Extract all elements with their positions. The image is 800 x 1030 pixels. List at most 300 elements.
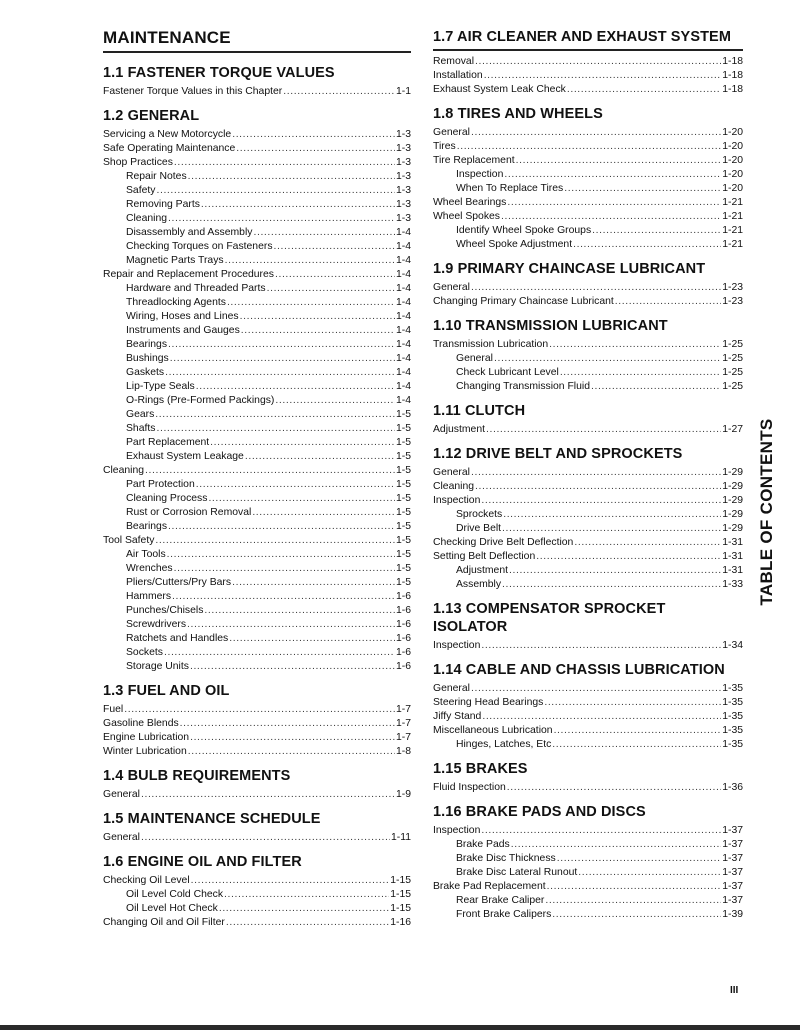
dot-leader <box>481 639 721 653</box>
entry-page-number: 1-29 <box>722 495 743 506</box>
entry-page-number: 1-5 <box>395 549 411 560</box>
dot-leader <box>481 824 721 838</box>
entry-label: Ratchets and Handles <box>126 633 229 644</box>
toc-entry[interactable] <box>103 464 411 478</box>
entry-page-number: 1-5 <box>395 507 411 518</box>
toc-section <box>433 105 743 252</box>
toc-entry[interactable] <box>103 282 411 296</box>
toc-section <box>433 760 743 795</box>
toc-entry[interactable] <box>433 536 743 550</box>
entry-label: Part Replacement <box>126 437 210 448</box>
toc-entry[interactable] <box>103 156 411 170</box>
section-title: 1.3 FUEL AND OIL <box>103 683 230 699</box>
dot-leader <box>275 394 395 408</box>
toc-section <box>103 767 411 802</box>
dot-leader <box>536 550 721 564</box>
dot-leader <box>615 295 721 309</box>
dot-leader <box>196 478 395 492</box>
entry-page-number: 1-18 <box>722 84 743 95</box>
toc-entry[interactable] <box>433 126 743 140</box>
entry-label: Repair and Replacement Procedures <box>103 269 274 280</box>
entry-label: Inspection <box>433 640 481 651</box>
dot-leader <box>155 408 395 422</box>
side-tab <box>752 412 782 612</box>
dot-leader <box>567 83 721 97</box>
entry-label: Engine Lubrication <box>103 732 190 743</box>
dot-leader <box>552 738 721 752</box>
dot-leader <box>503 508 721 522</box>
toc-entry[interactable] <box>103 534 411 548</box>
toc-entry[interactable] <box>103 380 411 394</box>
toc-entry[interactable] <box>433 338 743 352</box>
entry-page-number: 1-5 <box>395 479 411 490</box>
toc-entry[interactable] <box>103 268 411 282</box>
dot-leader <box>475 480 721 494</box>
section-title: 1.7 AIR CLEANER AND EXHAUST SYSTEM <box>433 28 743 51</box>
entry-label: Check Lubricant Level <box>456 367 559 378</box>
entry-page-number: 1-34 <box>722 640 743 651</box>
toc-entry[interactable] <box>103 717 411 731</box>
dot-leader <box>190 660 395 674</box>
entry-page-number: 1-37 <box>722 853 743 864</box>
dot-leader <box>564 182 721 196</box>
toc-entry[interactable] <box>103 254 411 268</box>
entry-label: Lip-Type Seals <box>126 381 195 392</box>
dot-leader <box>574 536 721 550</box>
toc-entry[interactable] <box>433 639 743 653</box>
entry-page-number: 1-6 <box>395 619 411 630</box>
toc-entry[interactable] <box>103 831 411 845</box>
entry-page-number: 1-8 <box>395 746 411 757</box>
entry-page-number: 1-35 <box>722 739 743 750</box>
entry-label: Inspection <box>433 495 481 506</box>
dot-leader <box>457 140 721 154</box>
toc-entry[interactable] <box>103 324 411 338</box>
dot-leader <box>167 548 395 562</box>
entry-label: General <box>456 353 493 364</box>
toc-entry[interactable] <box>103 394 411 408</box>
entry-page-number: 1-3 <box>395 185 411 196</box>
toc-entry[interactable] <box>433 83 743 97</box>
dot-leader <box>494 352 721 366</box>
toc-entry[interactable] <box>433 210 743 224</box>
toc-entry[interactable] <box>433 466 743 480</box>
toc-entry[interactable] <box>433 366 743 380</box>
entry-page-number: 1-35 <box>722 725 743 736</box>
entry-label: Front Brake Calipers <box>456 909 552 920</box>
dot-leader <box>507 781 721 795</box>
section-title: 1.1 FASTENER TORQUE VALUES <box>103 65 335 81</box>
entry-page-number: 1-29 <box>722 467 743 478</box>
dot-leader <box>275 268 395 282</box>
entry-page-number: 1-4 <box>395 297 411 308</box>
entry-page-number: 1-5 <box>395 535 411 546</box>
dot-leader <box>204 604 395 618</box>
entry-label: Changing Transmission Fluid <box>456 381 590 392</box>
toc-section <box>433 260 743 309</box>
toc-entry[interactable] <box>433 696 743 710</box>
dot-leader <box>552 908 721 922</box>
toc-entry[interactable] <box>103 520 411 534</box>
toc-entry[interactable] <box>103 703 411 717</box>
section-title: 1.2 GENERAL <box>103 108 200 124</box>
entry-page-number: 1-6 <box>395 633 411 644</box>
dot-leader <box>210 436 395 450</box>
toc-entry[interactable] <box>103 310 411 324</box>
toc-entry[interactable] <box>433 781 743 795</box>
entry-page-number: 1-15 <box>390 903 411 914</box>
toc-entry[interactable] <box>103 226 411 240</box>
toc-entry[interactable] <box>103 212 411 226</box>
bottom-bar <box>0 1025 800 1030</box>
entry-page-number: 1-23 <box>722 296 743 307</box>
dot-leader <box>547 880 722 894</box>
entry-label: Storage Units <box>126 661 189 672</box>
dot-leader <box>232 128 395 142</box>
toc-entry[interactable] <box>103 745 411 759</box>
entry-label: Identify Wheel Spoke Groups <box>456 225 592 236</box>
entry-page-number: 1-5 <box>395 451 411 462</box>
toc-entry[interactable] <box>103 198 411 212</box>
entry-label: Changing Oil and Oil Filter <box>103 917 225 928</box>
toc-entry[interactable] <box>103 492 411 506</box>
entry-label: Air Tools <box>126 549 166 560</box>
toc-entry[interactable] <box>103 731 411 745</box>
toc-entry[interactable] <box>433 196 743 210</box>
entry-label: Safety <box>126 185 156 196</box>
entry-label: Repair Notes <box>126 171 187 182</box>
entry-label: Cleaning <box>126 213 168 224</box>
entry-page-number: 1-15 <box>390 875 411 886</box>
entry-label: Magnetic Parts Trays <box>126 255 224 266</box>
entry-page-number: 1-31 <box>722 565 743 576</box>
dot-leader <box>156 184 395 198</box>
entry-page-number: 1-4 <box>395 325 411 336</box>
entry-page-number: 1-4 <box>395 311 411 322</box>
toc-entry[interactable] <box>103 660 411 674</box>
toc-entry[interactable] <box>433 908 743 922</box>
toc-entry[interactable] <box>103 562 411 576</box>
entry-label: Hinges, Latches, Etc <box>456 739 552 750</box>
dot-leader <box>283 85 395 99</box>
entry-label: Instruments and Gauges <box>126 325 240 336</box>
toc-entry[interactable] <box>103 352 411 366</box>
dot-leader <box>481 494 721 508</box>
entry-label: Inspection <box>456 169 504 180</box>
entry-label: Adjustment <box>456 565 508 576</box>
dot-leader <box>201 198 395 212</box>
toc-entry[interactable] <box>433 182 743 196</box>
toc-entry[interactable] <box>103 604 411 618</box>
entry-page-number: 1-31 <box>722 537 743 548</box>
entry-label: Removing Parts <box>126 199 200 210</box>
entry-label: Bearings <box>126 521 168 532</box>
dot-leader <box>549 338 721 352</box>
section-title: 1.11 CLUTCH <box>433 403 526 419</box>
toc-entry[interactable] <box>433 564 743 578</box>
entry-page-number: 1-20 <box>722 169 743 180</box>
toc-entry[interactable] <box>103 576 411 590</box>
toc-entry[interactable] <box>103 632 411 646</box>
dot-leader <box>592 224 721 238</box>
dot-leader <box>471 466 721 480</box>
entry-label: Wiring, Hoses and Lines <box>126 311 239 322</box>
entry-page-number: 1-5 <box>395 437 411 448</box>
toc-section <box>103 853 411 930</box>
section-title: 1.5 MAINTENANCE SCHEDULE <box>103 811 321 827</box>
section-title: 1.10 TRANSMISSION LUBRICANT <box>433 318 668 334</box>
toc-entry[interactable] <box>433 238 743 252</box>
entry-label: Exhaust System Leak Check <box>433 84 566 95</box>
entry-page-number: 1-5 <box>395 577 411 588</box>
dot-leader <box>208 492 395 506</box>
toc-entry[interactable] <box>433 281 743 295</box>
toc-section <box>433 402 743 437</box>
entry-page-number: 1-37 <box>722 839 743 850</box>
entry-label: Miscellaneous Lubrication <box>433 725 553 736</box>
toc-entry[interactable] <box>103 450 411 464</box>
toc-entry[interactable] <box>103 618 411 632</box>
entry-label: When To Replace Tires <box>456 183 564 194</box>
entry-label: Cleaning Process <box>126 493 208 504</box>
entry-label: Sprockets <box>456 509 503 520</box>
entry-label: Fluid Inspection <box>433 782 506 793</box>
entry-page-number: 1-21 <box>722 225 743 236</box>
toc-entry[interactable] <box>433 480 743 494</box>
toc-entry[interactable] <box>433 380 743 394</box>
toc-entry[interactable] <box>103 338 411 352</box>
entry-page-number: 1-3 <box>395 171 411 182</box>
toc-entry[interactable] <box>433 550 743 564</box>
right-sections <box>433 28 743 922</box>
dot-leader <box>164 646 395 660</box>
toc-entry[interactable] <box>103 478 411 492</box>
entry-label: Oil Level Cold Check <box>126 889 224 900</box>
entry-page-number: 1-5 <box>395 521 411 532</box>
entry-label: Winter Lubrication <box>103 746 187 757</box>
entry-page-number: 1-21 <box>722 239 743 250</box>
toc-entry[interactable] <box>433 852 743 866</box>
entry-label: Checking Torques on Fasteners <box>126 241 273 252</box>
entry-label: Pliers/Cutters/Pry Bars <box>126 577 232 588</box>
dot-leader <box>502 522 721 536</box>
dot-leader <box>165 366 395 380</box>
entry-label: Gaskets <box>126 367 165 378</box>
entry-label: Fuel <box>103 704 124 715</box>
toc-section <box>433 661 743 752</box>
toc-entry[interactable] <box>433 224 743 238</box>
dot-leader <box>168 338 395 352</box>
entry-page-number: 1-3 <box>395 213 411 224</box>
section-title: 1.12 DRIVE BELT AND SPROCKETS <box>433 446 683 462</box>
entry-page-number: 1-5 <box>395 493 411 504</box>
dot-leader <box>145 464 395 478</box>
entry-label: Hammers <box>126 591 172 602</box>
toc-entry[interactable] <box>103 296 411 310</box>
entry-label: Tires <box>433 141 456 152</box>
entry-page-number: 1-3 <box>395 157 411 168</box>
entry-page-number: 1-7 <box>395 718 411 729</box>
dot-leader <box>252 506 395 520</box>
dot-leader <box>174 562 395 576</box>
toc-entry[interactable] <box>433 838 743 852</box>
toc-entry[interactable] <box>103 408 411 422</box>
entry-page-number: 1-4 <box>395 241 411 252</box>
entry-page-number: 1-29 <box>722 523 743 534</box>
entry-label: Drive Belt <box>456 523 502 534</box>
toc-entry[interactable] <box>433 866 743 880</box>
toc-entry[interactable] <box>103 590 411 604</box>
entry-page-number: 1-23 <box>722 282 743 293</box>
page-number: III <box>730 985 739 996</box>
toc-entry[interactable] <box>103 142 411 156</box>
entry-page-number: 1-37 <box>722 895 743 906</box>
entry-page-number: 1-21 <box>722 211 743 222</box>
entry-label: Checking Oil Level <box>103 875 190 886</box>
toc-entry[interactable] <box>433 168 743 182</box>
entry-label: Exhaust System Leakage <box>126 451 244 462</box>
entry-label: Installation <box>433 70 483 81</box>
entry-label: Screwdrivers <box>126 619 187 630</box>
toc-entry[interactable] <box>103 436 411 450</box>
entry-label: Cleaning <box>433 481 475 492</box>
entry-page-number: 1-37 <box>722 825 743 836</box>
entry-page-number: 1-6 <box>395 605 411 616</box>
dot-leader <box>225 254 395 268</box>
section-title: 1.14 CABLE AND CHASSIS LUBRICATION <box>433 662 725 678</box>
entry-label: Gasoline Blends <box>103 718 179 729</box>
dot-leader <box>124 703 395 717</box>
toc-entry[interactable] <box>433 724 743 738</box>
toc-entry[interactable] <box>433 880 743 894</box>
toc-entry[interactable] <box>433 69 743 83</box>
toc-entry[interactable] <box>433 352 743 366</box>
dot-leader <box>196 380 395 394</box>
toc-entry[interactable] <box>103 366 411 380</box>
section-title: 1.4 BULB REQUIREMENTS <box>103 768 291 784</box>
toc-entry[interactable] <box>433 710 743 724</box>
entry-label: Part Protection <box>126 479 195 490</box>
entry-page-number: 1-7 <box>395 704 411 715</box>
entry-page-number: 1-29 <box>722 509 743 520</box>
entry-label: Brake Pads <box>456 839 510 850</box>
toc-entry[interactable] <box>103 128 411 142</box>
dot-leader <box>507 196 721 210</box>
toc-section <box>433 28 743 97</box>
dot-leader <box>188 170 395 184</box>
dot-leader <box>245 450 395 464</box>
entry-page-number: 1-36 <box>722 782 743 793</box>
dot-leader <box>482 710 721 724</box>
toc-entry[interactable] <box>103 916 411 930</box>
toc-entry[interactable] <box>433 522 743 536</box>
entry-label: Safe Operating Maintenance <box>103 143 236 154</box>
toc-entry[interactable] <box>433 738 743 752</box>
dot-leader <box>502 578 721 592</box>
toc-entry[interactable] <box>433 154 743 168</box>
dot-leader <box>168 212 395 226</box>
dot-leader <box>241 324 395 338</box>
dot-leader <box>187 618 395 632</box>
left-sections <box>103 64 411 930</box>
entry-page-number: 1-11 <box>390 832 411 843</box>
toc-entry[interactable] <box>433 423 743 437</box>
entry-page-number: 1-35 <box>722 683 743 694</box>
toc-entry[interactable] <box>103 548 411 562</box>
entry-label: Shop Practices <box>103 157 173 168</box>
toc-entry[interactable] <box>433 578 743 592</box>
entry-page-number: 1-20 <box>722 127 743 138</box>
toc-entry[interactable] <box>433 494 743 508</box>
entry-label: Oil Level Hot Check <box>126 903 218 914</box>
dot-leader <box>544 696 721 710</box>
dot-leader <box>504 168 721 182</box>
section-title: 1.8 TIRES AND WHEELS <box>433 106 603 122</box>
entry-page-number: 1-4 <box>395 269 411 280</box>
entry-label: Removal <box>433 56 474 67</box>
dot-leader <box>471 682 721 696</box>
toc-entry[interactable] <box>103 184 411 198</box>
toc-entry[interactable] <box>433 295 743 309</box>
toc-entry[interactable] <box>103 422 411 436</box>
entry-label: Changing Primary Chaincase Lubricant <box>433 296 614 307</box>
dot-leader <box>591 380 721 394</box>
toc-entry[interactable] <box>103 902 411 916</box>
toc-entry[interactable] <box>103 874 411 888</box>
toc-entry[interactable] <box>433 824 743 838</box>
toc-section <box>103 107 411 674</box>
toc-entry[interactable] <box>103 506 411 520</box>
toc-entry[interactable] <box>103 646 411 660</box>
toc-entry[interactable] <box>433 682 743 696</box>
entry-label: Inspection <box>433 825 481 836</box>
entry-page-number: 1-35 <box>722 711 743 722</box>
dot-leader <box>180 717 395 731</box>
toc-section <box>433 803 743 922</box>
toc-entry[interactable] <box>433 140 743 154</box>
toc-entry[interactable] <box>103 170 411 184</box>
dot-leader <box>219 902 389 916</box>
entry-label: Disassembly and Assembly <box>126 227 253 238</box>
entry-label: Brake Disc Thickness <box>456 853 556 864</box>
entry-label: O-Rings (Pre-Formed Packings) <box>126 395 275 406</box>
entry-page-number: 1-39 <box>722 909 743 920</box>
dot-leader <box>557 852 721 866</box>
entry-label: General <box>433 683 470 694</box>
entry-page-number: 1-3 <box>395 129 411 140</box>
entry-label: Assembly <box>456 579 502 590</box>
toc-entry[interactable] <box>433 508 743 522</box>
dot-leader <box>240 310 395 324</box>
section-title: 1.6 ENGINE OIL AND FILTER <box>103 854 302 870</box>
toc-entry[interactable] <box>103 788 411 802</box>
entry-page-number: 1-4 <box>395 381 411 392</box>
dot-leader <box>471 281 721 295</box>
toc-entry[interactable] <box>103 240 411 254</box>
entry-label: General <box>433 127 470 138</box>
dot-leader <box>554 724 722 738</box>
entry-page-number: 1-35 <box>722 697 743 708</box>
dot-leader <box>156 422 395 436</box>
entry-page-number: 1-18 <box>722 56 743 67</box>
toc-section <box>433 600 743 653</box>
dot-leader <box>229 632 395 646</box>
toc-entry[interactable] <box>433 894 743 908</box>
toc-entry[interactable] <box>103 85 411 99</box>
toc-entry[interactable] <box>433 55 743 69</box>
toc-entry[interactable] <box>103 888 411 902</box>
dot-leader <box>511 838 721 852</box>
